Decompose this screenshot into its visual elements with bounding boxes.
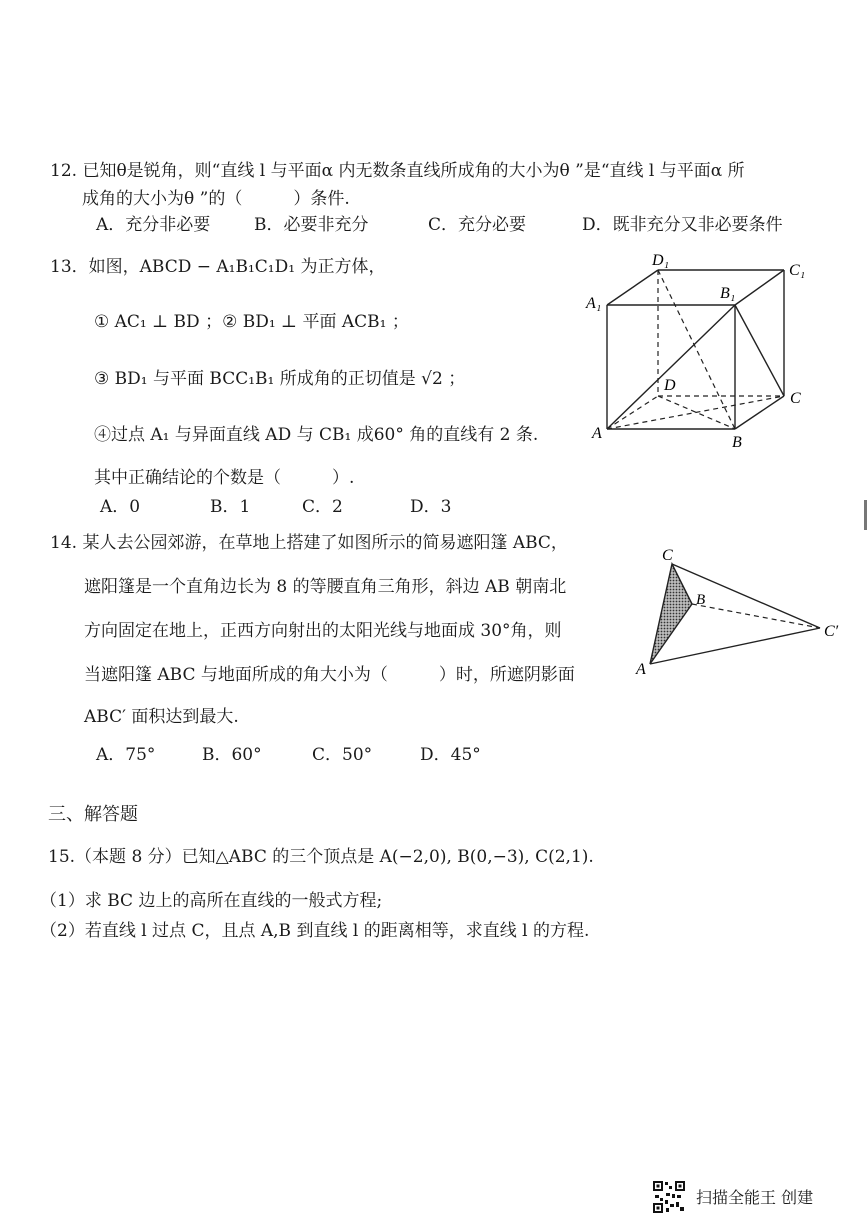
label-b1: B₁ bbox=[720, 285, 736, 302]
label-d1: D₁ bbox=[652, 252, 670, 269]
label-c: C bbox=[662, 547, 673, 564]
label-d: D bbox=[664, 377, 676, 394]
label-c: C bbox=[790, 390, 801, 407]
q12-option-c: C．充分必要 bbox=[428, 215, 527, 235]
q14-option-b: B．60° bbox=[202, 745, 262, 765]
q13-stem: 13．如图，ABCD − A₁B₁C₁D₁ 为正方体， bbox=[50, 257, 386, 277]
q13-statement-3: ③ BD₁ 与平面 BCC₁B₁ 所成角的正切值是 √2 ； bbox=[94, 369, 466, 389]
q13-option-b: B．1 bbox=[210, 497, 251, 517]
q13-statement-4: ④过点 A₁ 与异面直线 AD 与 CB₁ 成60° 角的直线有 2 条. bbox=[94, 425, 539, 445]
label-a: A bbox=[592, 425, 602, 442]
q12-line2: 成角的大小为θ ”的（ ）条件. bbox=[82, 189, 350, 209]
label-a: A bbox=[636, 661, 646, 678]
section-heading: 三、解答题 bbox=[48, 804, 138, 825]
label-b: B bbox=[732, 434, 742, 451]
q15-stem: 15.（本题 8 分）已知△ABC 的三个顶点是 A(−2,0), B(0,−3), C(2,1). bbox=[48, 847, 594, 867]
scanner-watermark bbox=[652, 1180, 852, 1214]
shade-figure bbox=[630, 540, 860, 680]
q15-part-1: （1）求 BC 边上的高所在直线的一般式方程; bbox=[40, 891, 383, 911]
q12-option-d: D．既非充分又非必要条件 bbox=[582, 215, 783, 235]
q14-line5: ABC′ 面积达到最大. bbox=[84, 707, 239, 727]
q13-question: 其中正确结论的个数是（ ）. bbox=[94, 468, 355, 488]
cube-figure bbox=[580, 248, 820, 458]
q14-line2: 遮阳篷是一个直角边长为 8 的等腰直角三角形，斜边 AB 朝南北 bbox=[84, 577, 567, 597]
scanner-brand-text: 扫描全能王 创建 bbox=[696, 1188, 814, 1207]
label-c1: C₁ bbox=[789, 262, 806, 279]
q12-line1: 12. 已知θ是锐角，则“直线 l 与平面α 内无数条直线所成角的大小为θ ”是“直线 l 与平面α 所 bbox=[50, 161, 745, 181]
label-c-prime: C′ bbox=[824, 623, 839, 640]
label-b: B bbox=[696, 592, 706, 608]
q14-option-a: A．75° bbox=[96, 745, 156, 765]
q13-option-a: A．0 bbox=[100, 497, 141, 517]
qr-code-icon bbox=[652, 1180, 686, 1214]
q12-option-b: B．必要非充分 bbox=[254, 215, 369, 235]
q12-option-a: A．充分非必要 bbox=[96, 215, 211, 235]
label-a1: A₁ bbox=[586, 295, 602, 312]
q14-line4: 当遮阳篷 ABC 与地面所成的角大小为（ ）时，所遮阴影面 bbox=[84, 665, 575, 685]
q13-statement-1-2: ① AC₁ ⊥ BD ；② BD₁ ⊥ 平面 ACB₁ ； bbox=[94, 312, 409, 332]
q15-part-2: （2）若直线 l 过点 C，且点 A,B 到直线 l 的距离相等，求直线 l 的方程. bbox=[40, 921, 590, 941]
q14-line3: 方向固定在地上，正西方向射出的太阳光线与地面成 30°角，则 bbox=[84, 621, 562, 641]
q13-option-c: C．2 bbox=[302, 497, 343, 517]
q13-option-d: D．3 bbox=[410, 497, 452, 517]
q14-option-d: D．45° bbox=[420, 745, 481, 765]
q14-option-c: C．50° bbox=[312, 745, 373, 765]
q14-line1: 14. 某人去公园郊游，在草地上搭建了如图所示的简易遮阳篷 ABC， bbox=[50, 533, 568, 553]
